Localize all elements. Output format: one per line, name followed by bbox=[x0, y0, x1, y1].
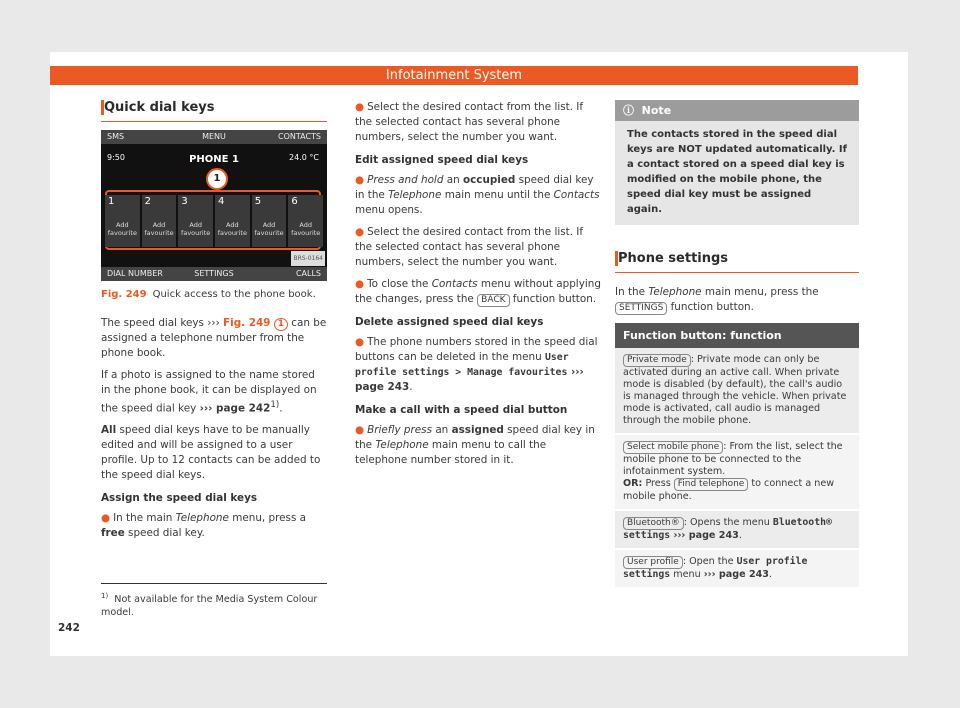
speed-dial-tile bbox=[142, 195, 177, 247]
text: menu, press a bbox=[228, 512, 307, 525]
bullet-item bbox=[355, 100, 601, 145]
note-body: The contacts stored in the speed dial keys are NOT updated automatically. If a contact stored on a speed dial key is modified on the mobile phone, the speed dial key must be assigned again. bbox=[627, 129, 847, 215]
text: : Open the bbox=[682, 556, 737, 567]
bullet-icon: ● bbox=[355, 101, 365, 113]
column-right bbox=[615, 100, 859, 589]
table-header: Function button: function bbox=[615, 323, 859, 348]
marker-ref: 1 bbox=[274, 318, 288, 331]
speed-dial-tile bbox=[178, 195, 213, 247]
text-italic: Contacts bbox=[431, 278, 478, 290]
column-left bbox=[101, 100, 327, 548]
bullet-item bbox=[355, 335, 601, 395]
column-middle bbox=[355, 100, 601, 475]
table-row bbox=[615, 348, 859, 435]
text-bold: OR: bbox=[623, 478, 643, 489]
text: The phone numbers stored in the speed dial buttons can be deleted in the menu bbox=[355, 336, 598, 363]
heading-text: Phone settings bbox=[615, 251, 728, 266]
text: main menu until the bbox=[441, 189, 554, 201]
tile-label: Add favourite bbox=[291, 221, 321, 237]
figure-code: BRS-0164 bbox=[291, 251, 325, 266]
menu-label: MENU bbox=[202, 132, 226, 141]
text-bold: assigned bbox=[451, 424, 504, 436]
text: . bbox=[738, 530, 742, 541]
figure-phone-screen bbox=[101, 130, 327, 281]
note-header bbox=[615, 100, 859, 121]
note-title: Note bbox=[641, 104, 672, 117]
callout-marker: 1 bbox=[206, 168, 228, 190]
footnote bbox=[101, 583, 327, 619]
bullet-item bbox=[355, 173, 601, 218]
screen-bottom-bar bbox=[101, 267, 327, 281]
text: To close the bbox=[367, 278, 432, 290]
text: speed dial key. bbox=[124, 527, 205, 540]
paragraph bbox=[101, 368, 327, 416]
footnote-ref: 1) bbox=[270, 400, 280, 410]
tile-label: Add favourite bbox=[144, 221, 174, 237]
menu-path: User profile settings bbox=[623, 556, 808, 580]
note-box bbox=[615, 100, 859, 225]
text: to connect a new mobile phone. bbox=[623, 478, 835, 502]
subheading: Delete assigned speed dial keys bbox=[355, 316, 544, 328]
text: speed dial key in the bbox=[355, 174, 594, 201]
text-italic: Contacts bbox=[553, 189, 600, 201]
settings-button-ref: SETTINGS bbox=[615, 302, 667, 315]
footnote-mark: 1) bbox=[101, 592, 109, 600]
tile-label: Add favourite bbox=[254, 221, 284, 237]
figure-caption bbox=[101, 287, 327, 302]
page-link[interactable]: ››› page 242 bbox=[199, 402, 271, 415]
page-link[interactable]: ››› page 243 bbox=[670, 530, 739, 541]
sms-label: SMS bbox=[107, 132, 125, 141]
speed-dial-tile bbox=[105, 195, 140, 247]
bullet-item bbox=[355, 225, 601, 270]
text: can be assigned a telephone number from the phone book. bbox=[101, 317, 327, 359]
private-mode-button-ref: Private mode bbox=[623, 354, 691, 367]
text-bold: occupied bbox=[462, 174, 516, 186]
paragraph bbox=[101, 423, 327, 483]
tile-number: 6 bbox=[291, 196, 298, 207]
text: If a photo is assigned to the name stored in the phone book, it can be displayed on the speed dial key bbox=[101, 369, 317, 415]
text: Select the desired contact from the list. If the selected contact has several phone numbers, select the number you want. bbox=[355, 101, 584, 143]
speed-dial-tile bbox=[252, 195, 287, 247]
menu-path: User profile settings > Manage favourites bbox=[355, 352, 569, 378]
screen-time: 9:50 bbox=[107, 153, 125, 162]
text: In the main bbox=[113, 512, 176, 525]
caption-text: Quick access to the phone book. bbox=[152, 289, 316, 300]
text: menu bbox=[670, 569, 704, 580]
tile-label: Add favourite bbox=[217, 221, 247, 237]
tile-number: 5 bbox=[254, 196, 262, 207]
user-profile-button-ref: User profile bbox=[623, 556, 683, 569]
paragraph bbox=[615, 285, 859, 315]
text-italic: Telephone bbox=[175, 512, 229, 525]
table-row bbox=[615, 550, 859, 589]
text: : Opens the menu bbox=[683, 517, 773, 528]
bullet-icon: ● bbox=[101, 512, 111, 525]
subheading: Edit assigned speed dial keys bbox=[355, 154, 529, 166]
text-italic: Telephone bbox=[375, 439, 429, 451]
speed-dial-tile bbox=[215, 195, 250, 247]
text: : Private mode can only be activated during an active call. When private mode is disabled (by default), the call's audio is managed through the vehicle. When private mode is activated, call audio is managed through the mobile phone. bbox=[623, 354, 847, 426]
contacts-label: CONTACTS bbox=[277, 132, 321, 141]
text: In the bbox=[615, 286, 649, 298]
subheading: Assign the speed dial keys bbox=[101, 492, 258, 505]
heading-text: Quick dial keys bbox=[101, 100, 214, 115]
select-phone-button-ref: Select mobile phone bbox=[623, 441, 723, 454]
figure-link[interactable]: Fig. 249 bbox=[223, 317, 271, 329]
text: . bbox=[769, 569, 773, 580]
page-link[interactable]: ››› page 243 bbox=[355, 366, 584, 393]
speed-dial-tile bbox=[288, 195, 323, 247]
subheading: Make a call with a speed dial button bbox=[355, 404, 568, 416]
function-table bbox=[615, 323, 859, 589]
bullet-item bbox=[101, 511, 327, 541]
text-italic: Telephone bbox=[388, 189, 442, 201]
text-bold: All bbox=[101, 424, 117, 437]
bluetooth-button-ref: Bluetooth® bbox=[623, 517, 684, 530]
text: menu without applying the changes, press the bbox=[355, 278, 601, 305]
back-button-ref: BACK bbox=[477, 294, 509, 307]
paragraph bbox=[101, 316, 327, 361]
calls-label: CALLS bbox=[295, 269, 321, 278]
text-bold: free bbox=[101, 527, 125, 540]
tile-number: 1 bbox=[108, 196, 115, 207]
text-italic: Telephone bbox=[648, 286, 702, 298]
dial-number-label: DIAL NUMBER bbox=[107, 269, 163, 278]
bullet-icon: ● bbox=[355, 336, 365, 348]
text: an bbox=[432, 424, 452, 436]
text: . bbox=[279, 402, 283, 415]
screen-temp: 24.0 °C bbox=[289, 153, 319, 162]
screen-top-bar bbox=[101, 130, 327, 144]
page-link[interactable]: ››› page 243 bbox=[703, 569, 769, 580]
text: speed dial keys have to be manually edited and will be assigned to a user profile. Up to 12 contacts can be added to the speed dial keys. bbox=[101, 424, 321, 482]
text: an bbox=[443, 174, 463, 186]
table-row bbox=[615, 511, 859, 550]
bullet-item bbox=[355, 423, 601, 468]
bullet-icon: ● bbox=[355, 174, 365, 186]
heading-quick-dial bbox=[101, 100, 327, 122]
bullet-icon: ● bbox=[355, 226, 365, 238]
text: Select the desired contact from the list. If the selected contact has several phone numbers, select the number you want. bbox=[355, 226, 584, 268]
page-number: 242 bbox=[58, 622, 80, 634]
bullet-icon: ● bbox=[355, 278, 365, 290]
table-row bbox=[615, 435, 859, 511]
speed-dial-tiles bbox=[105, 195, 323, 247]
bullet-item bbox=[355, 277, 601, 307]
text: : From the list, select the mobile phone to be connected to the infotainment system. bbox=[623, 441, 843, 477]
tile-label: Add favourite bbox=[181, 221, 211, 237]
tile-number: 3 bbox=[181, 196, 188, 207]
text: function button. bbox=[509, 293, 597, 305]
text: Press bbox=[642, 478, 674, 489]
menu-path: Bluetooth® settings bbox=[623, 517, 832, 541]
screen-phone-title: PHONE 1 bbox=[189, 154, 239, 165]
text: menu opens. bbox=[355, 204, 423, 216]
text: The speed dial keys ››› bbox=[101, 317, 224, 329]
text: function button. bbox=[667, 301, 754, 313]
text: speed dial key in the bbox=[355, 424, 595, 451]
footnote-text: Not available for the Media System Colour model. bbox=[101, 594, 318, 619]
tile-number: 4 bbox=[218, 196, 225, 207]
text: . bbox=[409, 381, 413, 393]
text-italic: Press and hold bbox=[367, 174, 444, 186]
tile-label: Add favourite bbox=[107, 221, 137, 237]
heading-phone-settings bbox=[615, 251, 859, 273]
text-italic: Briefly press bbox=[367, 424, 433, 436]
find-telephone-button-ref: Find telephone bbox=[674, 478, 749, 491]
bullet-icon: ● bbox=[355, 424, 365, 436]
info-icon: ⓘ bbox=[623, 104, 634, 117]
text: main menu to call the telephone number stored in it. bbox=[355, 439, 547, 466]
caption-label: Fig. 249 bbox=[101, 289, 147, 300]
settings-label: SETTINGS bbox=[194, 269, 234, 278]
section-header: Infotainment System bbox=[50, 66, 858, 85]
text: main menu, press the bbox=[701, 286, 819, 298]
tile-number: 2 bbox=[144, 196, 152, 207]
